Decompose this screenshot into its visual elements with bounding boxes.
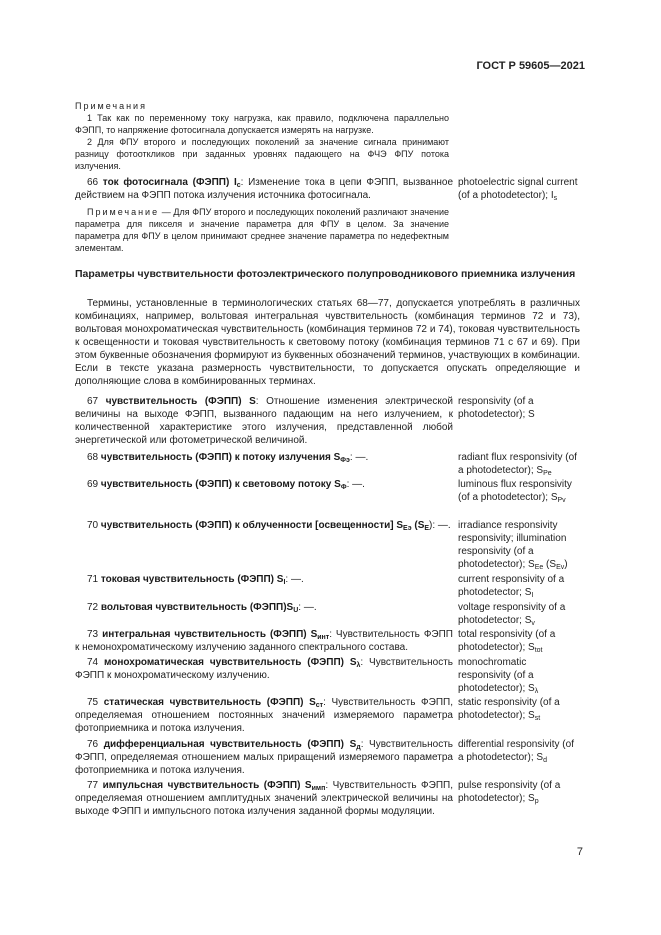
term-77: 77 импульсная чувствительность (ФЭПП) $S_{имп}$: Чувствительность ФЭПП, определяемая отношением амплитудных значений электрической величины на выходе ФЭПП и импульсного потока излучения заданной формы модуляции. (75, 780, 453, 817)
term-76: 76 дифференциальная чувствительность (ФЭПП) $S_д$: Чувствительность ФЭПП, определяемая отношением малых приращений измеряемого параметра фотоприемника и потока излучения. (75, 739, 453, 776)
notes-block (75, 100, 449, 172)
notes-title: Примечания (75, 101, 147, 111)
term-74-en: monochromatic responsivity (of a photodetector); $S_\lambda$ (458, 657, 539, 695)
term-70: 70 чувствительность (ФЭПП) к облученности [освещенности] $S_{Eэ}$ $(S_E)$: —. (87, 520, 451, 532)
term-66-en: photoelectric signal current (of a photodetector); $I_s$ (458, 177, 578, 202)
term-72: 72 вольтовая чувствительность $(ФЭПП)S_U$: —. (87, 602, 317, 614)
term-71: 71 токовая чувствительность (ФЭПП) $S_I$: —. (87, 574, 304, 586)
term-70-en: irradiance responsivity responsivity; illumination responsivity (of a photodetector); $S_{Ee}$ $(S_{Ev})$ (458, 520, 568, 571)
term-67: 67 чувствительность (ФЭПП) S: Отношение изменения электрической величины на выходе ФЭПП, вызванного падающим на него излучением, к количественной характеристике этого излучения, представленной любой энергетической или фотометрической величиной. (75, 396, 453, 446)
term-75: 75 статическая чувствительность (ФЭПП) $S_{ст}$: Чувствительность ФЭПП, определяемая отношением постоянных значений измеряемого параметра фотоприемника и потока излучения. (75, 697, 453, 734)
term-68: 68 чувствительность (ФЭПП) к потоку излучения $S_{\Phi э}$: —. (87, 452, 369, 464)
term-73-en: total responsivity (of a photodetector); $S_{tot}$ (458, 629, 556, 654)
term-72-en: voltage responsivity of a photodetector; $S_v$ (458, 602, 566, 627)
term-68-en: radiant flux responsivity (of a photodetector); $S_{Pe}$ (458, 452, 577, 477)
note-1: 1 Так как по переменному току нагрузка, как правило, подключена параллельно ФЭПП, то напряжение фотосигнала допускается измерять на нагрузке. (75, 113, 449, 135)
document-header: ГОСТ Р 59605—2021 (476, 60, 585, 72)
section-intro: Термины, установленные в терминологических статьях 68—77, допускается употреблять в различных комбинациях, например, вольтовая интегральная чувствительность (комбинация терминов 72 и 73), вольтовая монохроматическая чувствительность (комбинация терминов 72 и 74), токовая чувствительность к освещенности и токовая чувствительность к световому потоку (комбинация терминов 71 с 67 и 69). При этом буквенные обозначения формируют из буквенных обозначений терминов, участвующих в комбинации. Если в тексте указана размерность чувствительности, то допускается опускать определяющие и дополняющие слова в комбинированных терминах. (75, 298, 580, 387)
term-77-en: pulse responsivity (of a photodetector); $S_p$ (458, 780, 561, 805)
term-66-title: ток фотосигнала (ФЭПП) $I_c$ (102, 177, 241, 189)
term-74: 74 монохроматическая чувствительность (ФЭПП) $S_\lambda$: Чувствительность ФЭПП к монохроматическому излучению. (75, 657, 453, 681)
term-71-en: current responsivity of a photodetector; $S_I$ (458, 574, 565, 599)
term-75-en: static responsivity (of a photodetector); $S_{st}$ (458, 697, 560, 722)
term-76-en: differential responsivity (of a photodetector); $S_d$ (458, 739, 574, 764)
term-69-en: luminous flux responsivity (of a photodetector); $S_{Pv}$ (458, 479, 572, 504)
term-69: 69 чувствительность (ФЭПП) к световому потоку $S_\Phi$: —. (87, 479, 365, 491)
note-2: 2 Для ФПУ второго и последующих поколений за значение сигнала принимают разницу фотооткликов при заданных уровнях падающего на ФЧЭ ФПУ потока излучения. (75, 137, 449, 171)
term-73: 73 интегральная чувствительность (ФЭПП) $S_{инт}$: Чувствительность ФЭПП к немонохроматическому излучению заданного спектрального состава. (75, 629, 453, 653)
term-67-en: responsivity (of a photodetector); S (458, 396, 535, 420)
term-66: 66 ток фотосигнала (ФЭПП) $I_c$: Изменение тока в цепи ФЭПП, вызванное действием на ФЭПП потока излучения источника фотосигнала. (75, 177, 454, 201)
note-66: Примечание — Для ФПУ второго и последующих поколений различают значение параметра для пикселя и значение параметра для ФПУ в целом. За значение параметра для ФПУ в целом принимают среднее значение параметра по недефектным элементам. (75, 207, 449, 253)
section-title: Параметры чувствительности фотоэлектрического полупроводникового приемника излучения (75, 268, 576, 280)
page-number: 7 (576, 846, 583, 858)
